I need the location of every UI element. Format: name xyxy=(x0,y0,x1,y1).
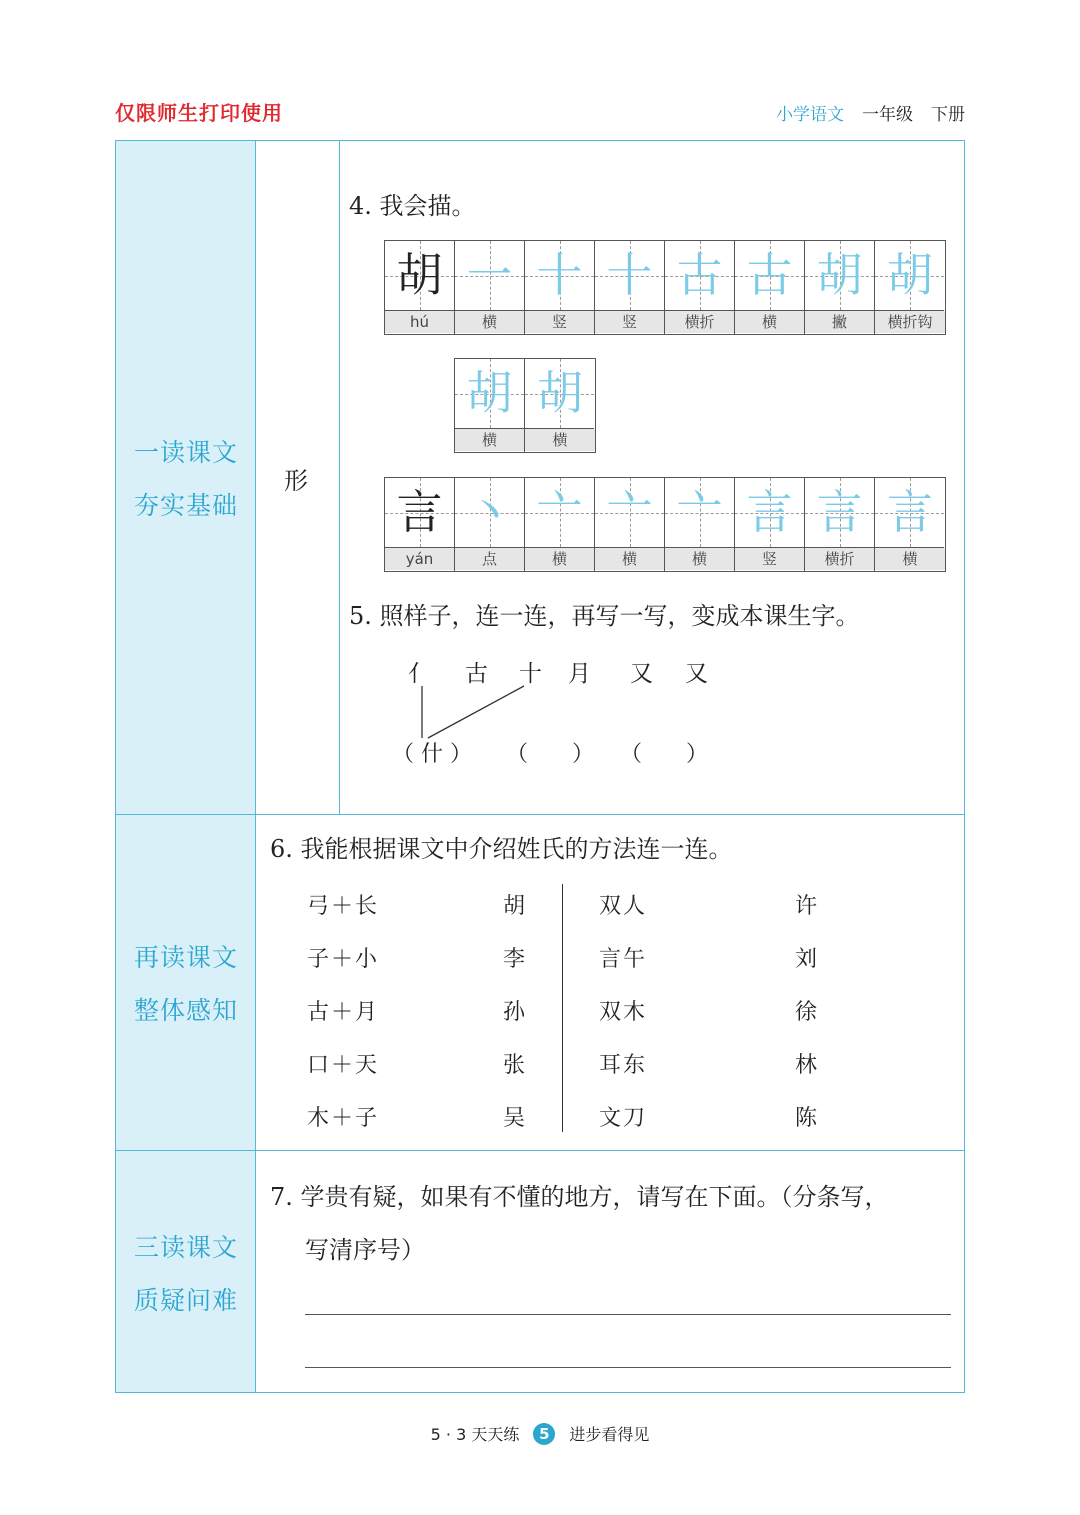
answer-slot[interactable]: （ ） xyxy=(620,742,709,767)
stroke-label: 横 xyxy=(595,548,664,570)
stroke-label: 横 xyxy=(455,311,524,333)
right-name[interactable]: 许 xyxy=(795,894,820,919)
stroke-label: 竖 xyxy=(735,548,804,570)
right-name[interactable]: 刘 xyxy=(795,947,820,972)
trace-char: 一 xyxy=(466,248,513,302)
stroke-label: 横 xyxy=(735,311,804,333)
trace-char: 胡 xyxy=(466,366,513,420)
component: 古 xyxy=(465,661,488,687)
stroke-grid-hu-continued xyxy=(454,358,596,453)
trace-char: 丶 xyxy=(466,485,513,539)
left-name[interactable]: 张 xyxy=(503,1053,528,1078)
component: 又 xyxy=(685,661,708,687)
right-name[interactable]: 陈 xyxy=(795,1106,820,1131)
grid-cell[interactable] xyxy=(455,478,525,571)
left-part[interactable]: 子＋小 xyxy=(307,947,380,972)
stroke-label: 横折 xyxy=(805,548,874,570)
component: 亻 xyxy=(408,661,431,687)
right-part[interactable]: 言午 xyxy=(599,947,648,972)
grid-cell[interactable] xyxy=(455,241,525,334)
footer-brand: 5 · 3 天天练 xyxy=(430,1425,520,1444)
q4-label: 4. 我会描。 xyxy=(349,192,476,220)
stroke-label: 横折钩 xyxy=(875,311,945,333)
grid-cell[interactable] xyxy=(875,478,945,571)
writing-line[interactable] xyxy=(305,1367,951,1368)
grid-cell[interactable] xyxy=(525,359,595,452)
stroke-label: 撇 xyxy=(805,311,874,333)
grid-cell[interactable] xyxy=(525,241,595,334)
left-name[interactable]: 胡 xyxy=(503,894,528,919)
grade-label: 一年级 xyxy=(862,105,913,125)
section-1-line2: 夯实基础 xyxy=(133,491,238,520)
q5-label: 5. 照样子，连一连，再写一写，变成本课生字。 xyxy=(349,602,860,630)
stroke-label: 横折 xyxy=(665,311,734,333)
pinyin: yán xyxy=(385,548,454,570)
trace-char: 胡 xyxy=(537,366,583,420)
trace-char: 十 xyxy=(536,248,583,302)
q6-label: 6. 我能根据课文中介绍姓氏的方法连一连。 xyxy=(270,835,733,863)
grid-cell xyxy=(385,478,455,571)
page-number-badge: 5 xyxy=(533,1423,555,1445)
section-2-header xyxy=(116,814,256,1150)
right-part[interactable]: 双人 xyxy=(599,894,648,919)
print-notice: 仅限师生打印使用 xyxy=(115,101,283,125)
q7-line1: 7. 学贵有疑，如果有不懂的地方，请写在下面。（分条写， xyxy=(270,1183,889,1211)
left-name[interactable]: 孙 xyxy=(503,1000,528,1025)
grid-cell[interactable] xyxy=(665,241,735,334)
component: 月 xyxy=(568,661,591,687)
sub-label-xing: 形 xyxy=(284,467,308,495)
grid-cell[interactable] xyxy=(665,478,735,571)
section-3-line2: 质疑问难 xyxy=(133,1286,238,1315)
writing-line[interactable] xyxy=(305,1314,951,1315)
grid-cell[interactable] xyxy=(805,241,875,334)
grid-cell[interactable] xyxy=(595,478,665,571)
answer-slot[interactable]: （ 什 ） xyxy=(392,742,472,767)
answer-slot[interactable]: （ ） xyxy=(506,742,595,767)
section-2-line2: 整体感知 xyxy=(133,996,238,1025)
stroke-label: 横 xyxy=(525,548,594,570)
trace-char: 古 xyxy=(676,248,723,302)
column-divider xyxy=(562,884,563,1132)
right-name[interactable]: 林 xyxy=(795,1053,820,1078)
left-name[interactable]: 李 xyxy=(503,947,528,972)
stroke-label: 竖 xyxy=(595,311,664,333)
sub-column-divider xyxy=(339,141,340,814)
left-part[interactable]: 古＋月 xyxy=(307,1000,380,1025)
grid-cell[interactable] xyxy=(875,241,945,334)
right-part[interactable]: 耳东 xyxy=(599,1053,648,1078)
stroke-label: 横 xyxy=(455,429,524,451)
divider xyxy=(116,814,964,815)
section-3-line1: 三读课文 xyxy=(133,1233,238,1262)
right-part[interactable]: 文刀 xyxy=(599,1106,648,1131)
divider xyxy=(116,1150,964,1151)
pinyin: hú xyxy=(385,311,454,333)
main-char: 胡 xyxy=(396,248,443,302)
book-info xyxy=(776,100,965,125)
stroke-label: 点 xyxy=(455,548,524,570)
grid-cell[interactable] xyxy=(735,241,805,334)
left-name[interactable]: 吴 xyxy=(503,1106,528,1131)
component: 十 xyxy=(519,661,542,687)
footer-slogan: 进步看得见 xyxy=(569,1425,650,1444)
trace-char: 亠 xyxy=(536,485,583,539)
volume-label: 下册 xyxy=(931,105,965,125)
left-part[interactable]: 弓＋长 xyxy=(307,894,380,919)
footer xyxy=(0,1422,1080,1445)
right-name[interactable]: 徐 xyxy=(795,1000,820,1025)
section-1-header xyxy=(116,141,256,814)
trace-char: 十 xyxy=(606,248,653,302)
stroke-label: 竖 xyxy=(525,311,594,333)
q7-line2: 写清序号） xyxy=(305,1236,425,1264)
trace-char: 胡 xyxy=(887,248,933,302)
stroke-label: 横 xyxy=(525,429,595,451)
stroke-grid-hu xyxy=(384,240,946,335)
trace-char: 言 xyxy=(746,485,793,539)
trace-char: 亠 xyxy=(606,485,653,539)
grid-cell[interactable] xyxy=(805,478,875,571)
grid-cell xyxy=(385,241,455,334)
right-part[interactable]: 双木 xyxy=(599,1000,648,1025)
trace-char: 言 xyxy=(816,485,863,539)
section-3-header xyxy=(116,1150,256,1392)
trace-char: 古 xyxy=(746,248,793,302)
main-char: 言 xyxy=(396,485,443,539)
grid-cell[interactable] xyxy=(595,241,665,334)
component: 又 xyxy=(630,661,653,687)
section-2-line1: 再读课文 xyxy=(133,943,238,972)
subject-label: 小学语文 xyxy=(776,105,844,125)
trace-char: 胡 xyxy=(816,248,863,302)
trace-char: 亠 xyxy=(676,485,723,539)
grid-cell[interactable] xyxy=(525,478,595,571)
stroke-label: 横 xyxy=(665,548,734,570)
left-part[interactable]: 口＋天 xyxy=(307,1053,380,1078)
left-part[interactable]: 木＋子 xyxy=(307,1106,380,1131)
stroke-label: 横 xyxy=(875,548,945,570)
section-1-line1: 一读课文 xyxy=(133,438,238,467)
stroke-grid-yan xyxy=(384,477,946,572)
grid-cell[interactable] xyxy=(735,478,805,571)
trace-char: 言 xyxy=(887,485,933,539)
grid-cell[interactable] xyxy=(455,359,525,452)
